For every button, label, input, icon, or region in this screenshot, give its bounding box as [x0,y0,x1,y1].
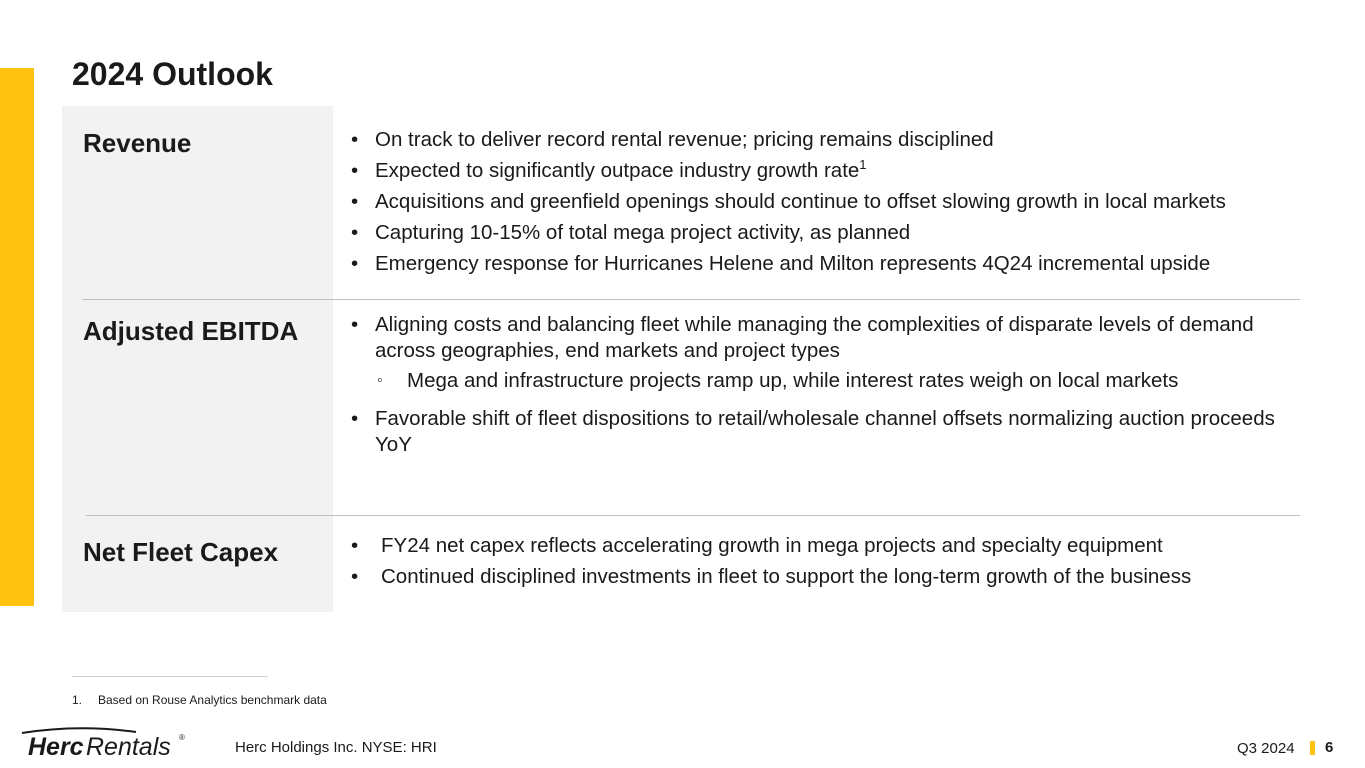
revenue-bullet: • Emergency response for Hurricanes Helene and Milton represents 4Q24 incremental upside [349,251,1349,277]
footnote-rule [72,676,268,677]
logo-text-rentals: Rentals [86,733,171,761]
logo-text-herc: Herc [28,733,84,761]
company-ticker: Herc Holdings Inc. NYSE: HRI [235,739,437,756]
footnote [72,693,327,707]
report-period: Q3 2024 [1237,740,1295,757]
capex-label: Net Fleet Capex [83,537,279,567]
footnote-number: 1. [72,693,83,707]
logo-registered: ® [179,733,185,742]
ebitda-sub-bullet: ◦ Mega and infrastructure projects ramp up, while interest rates weigh on local markets [375,368,1289,394]
capex-bullets [349,533,1349,595]
footnote-text: Based on Rouse Analytics benchmark data [98,693,327,707]
revenue-bullet: • Acquisitions and greenfield openings should continue to offset slowing growth in local markets [349,189,1349,215]
section-divider [82,299,1300,300]
ebitda-bullet: • Aligning costs and balancing fleet while managing the complexities of disparate levels of demand across geographies, end markets and project types ◦ Mega and infrastructure projects ramp up, while interest rates weigh on local markets [349,312,1289,394]
accent-bar [0,68,34,606]
revenue-bullet: • Expected to significantly outpace industry growth rate$^1$ [349,158,1349,184]
page-marker [1310,741,1315,755]
ebitda-bullets [349,312,1289,463]
revenue-bullet: • Capturing 10-15% of total mega project activity, as planned [349,220,1349,246]
revenue-bullets [349,127,1349,282]
capex-bullet: • Continued disciplined investments in fleet to support the long-term growth of the business [349,564,1349,590]
ebitda-label: Adjusted EBITDA [83,316,299,346]
revenue-bullet: • On track to deliver record rental revenue; pricing remains disciplined [349,127,1349,153]
ebitda-sub-bullets [375,368,1289,394]
revenue-label: Revenue [83,128,192,158]
ebitda-bullet: • Favorable shift of fleet dispositions to retail/wholesale channel offsets normalizing auction proceeds YoY [349,406,1289,458]
footnote-ref: 1 [859,157,867,173]
herc-rentals-logo [18,724,190,764]
section-divider [86,515,1300,516]
slide-title: 2024 Outlook [72,56,273,92]
page-number: 6 [1325,739,1334,756]
capex-bullet: • FY24 net capex reflects accelerating growth in mega projects and specialty equipment [349,533,1349,559]
